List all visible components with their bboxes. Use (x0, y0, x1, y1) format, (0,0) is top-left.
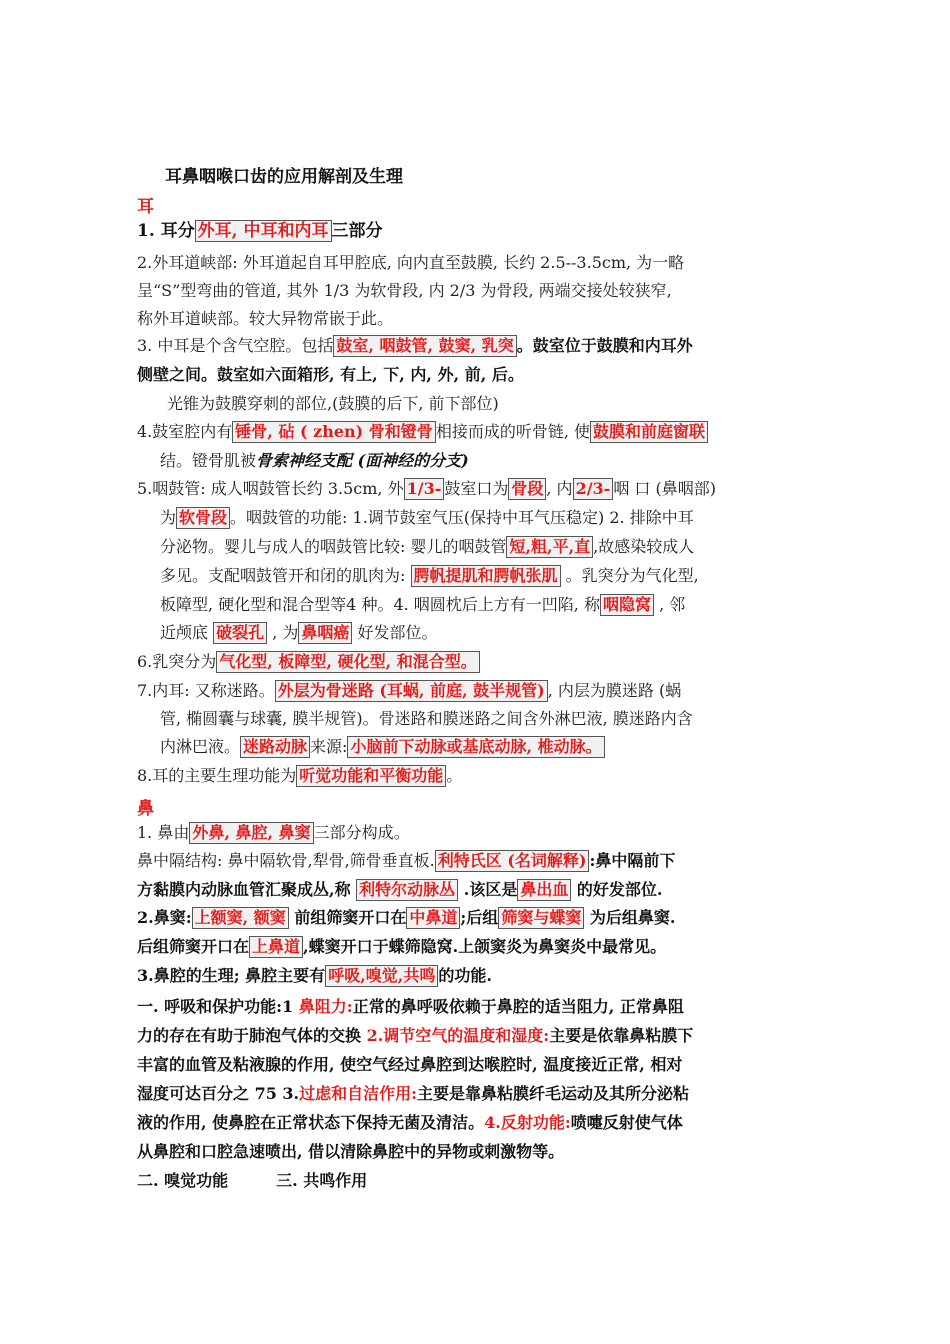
ear-line-2c: 称外耳道峡部。较大异物常嵌于此。 (137, 309, 394, 328)
ear-line-8 (137, 765, 462, 787)
nose-para-6: 从鼻腔和口腔急速喷出, 借以清除鼻腔中的异物或刺激物等。 (137, 1142, 565, 1161)
ear-line-5b (160, 507, 694, 529)
nose-line-1 (137, 822, 410, 844)
highlight-box: 鼻咽癌 (298, 622, 352, 644)
highlight-box: 锤骨, 砧 ( zhen) 骨和镫骨 (232, 421, 436, 443)
text: 主要是靠鼻粘膜纤毛运动及其所分泌粘 (417, 1084, 690, 1103)
text: 骨索神经支配 (面神经的分支) (256, 451, 469, 470)
highlight-box: 迷路动脉 (240, 736, 310, 758)
ear-line-7a (137, 680, 681, 702)
text: 三部分构成。 (313, 823, 410, 842)
text: :鼻中隔前下 (589, 851, 676, 870)
highlight-box: 外耳, 中耳和内耳 (195, 220, 332, 242)
highlight-box: 利特尔动脉丛 (356, 879, 458, 901)
text: ,蝶窦开口于蝶筛隐窝.上颌窦炎为鼻窦炎中最常见。 (303, 937, 667, 956)
text: 来源: (310, 737, 348, 756)
text: 6.乳突分为 (137, 652, 217, 671)
ear-line-2b: 呈“S”型弯曲的管道, 其外 1/3 为软骨段, 内 2/3 为骨段, 两端交接处较狭窄, (137, 281, 672, 300)
text: 多见。支配咽鼓管开和闭的肌肉为: (160, 566, 406, 585)
text: , 内层为膜迷路 (蜗 (547, 681, 682, 700)
text: 1. 鼻由 (137, 823, 190, 842)
text: 2.调节空气的温度和湿度: (366, 1026, 550, 1045)
text: 鼻阻力: (298, 997, 353, 1016)
ear-line-2a: 2.外耳道峡部: 外耳道起自耳甲腔底, 向内直至鼓膜, 长约 2.5--3.5cm, 为一略 (137, 253, 685, 272)
nose-para-1 (137, 996, 684, 1018)
text: 力的存在有助于肺泡气体的交换 (137, 1026, 367, 1045)
nose-para-4 (137, 1083, 689, 1105)
text: 为后组鼻窦. (589, 908, 676, 927)
text: 近颅底 (160, 623, 209, 642)
text: 主要是依靠鼻粘膜下 (549, 1026, 694, 1045)
highlight-box: 外鼻, 鼻腔, 鼻窦 (189, 822, 313, 844)
nose-line-4 (137, 965, 492, 987)
ear-line-4b (160, 450, 469, 472)
nose-heading: 鼻 (137, 799, 154, 819)
highlight-box: 鼻出血 (517, 879, 571, 901)
text: 二. 嗅觉功能 (137, 1171, 229, 1190)
highlight-box: 短,粗,平,直 (506, 536, 593, 558)
highlight-box: 利特氏区 (名词解释) (435, 850, 590, 872)
highlight-box: 1/3- (404, 478, 445, 500)
highlight-box: 上额窦, 额窦 (192, 907, 289, 929)
ear-line-3b: 侧壁之间。鼓室如六面箱形, 有上, 下, 内, 外, 前, 后。 (137, 365, 524, 384)
text: 。 (446, 766, 463, 785)
highlight-box: 腭帆提肌和腭帆张肌 (411, 565, 561, 587)
text: .该区是 (463, 880, 518, 899)
text: 前组筛窦开口在 (294, 908, 407, 927)
text: 4.鼓室腔内有 (137, 422, 233, 441)
highlight-box: 呼吸,嗅觉,共鸣 (325, 965, 438, 987)
text: 3.鼻腔的生理; 鼻腔主要有 (137, 966, 326, 985)
text: 5.咽鼓管: 成人咽鼓管长约 3.5cm, 外 (137, 479, 404, 498)
text: 正常的鼻呼吸依赖于鼻腔的适当阻力, 正常鼻阻 (352, 997, 684, 1016)
text: 3. 中耳是个含气空腔。包括 (137, 336, 334, 355)
text: 分泌物。婴儿与成人的咽鼓管比较: 婴儿的咽鼓管 (160, 537, 507, 556)
text: 1. 耳分 (137, 221, 195, 241)
text: 结。镫骨肌被 (160, 451, 257, 470)
ear-line-5f (160, 622, 438, 644)
text: 8.耳的主要生理功能为 (137, 766, 297, 785)
ear-line-3c: 光锥为鼓膜穿刺的部位,(鼓膜的后下, 前下部位) (167, 394, 499, 413)
nose-para-7 (137, 1170, 367, 1192)
highlight-box: 筛窦与蝶窦 (498, 907, 584, 929)
ear-line-5d (160, 565, 699, 587)
ear-heading: 耳 (137, 197, 154, 217)
text: 一. 呼吸和保护功能:1 (137, 997, 299, 1016)
text: 。乳突分为气化型, (565, 566, 699, 585)
highlight-box: 听觉功能和平衡功能 (296, 765, 446, 787)
nose-line-2a (137, 850, 675, 872)
highlight-box: 中鼻道 (406, 907, 460, 929)
nose-line-3a (137, 907, 675, 929)
page-title: 耳鼻咽喉口齿的应用解剖及生理 (165, 167, 403, 187)
nose-line-2b (137, 879, 663, 901)
highlight-box: 鼓室, 咽鼓管, 鼓窦, 乳突 (333, 335, 516, 357)
text: 。鼓室位于鼓膜和内耳外 (516, 336, 693, 355)
text: , 为 (272, 623, 299, 642)
text: ;后组 (460, 908, 499, 927)
text: 三部分 (331, 221, 383, 241)
text: 湿度可达百分之 75 3. (137, 1084, 300, 1103)
text: 鼓室口为 (444, 479, 509, 498)
text: ,故感染较成人 (593, 537, 695, 556)
ear-line-7c (160, 736, 605, 758)
highlight-box: 上鼻道 (249, 936, 303, 958)
nose-para-3: 丰富的血管及粘液腺的作用, 使空气经过鼻腔到达喉腔时, 温度接近正常, 相对 (137, 1055, 683, 1074)
text: 液的作用, 使鼻腔在正常状态下保持无菌及清洁。 (137, 1113, 485, 1132)
text: 7.内耳: 又称迷路。 (137, 681, 275, 700)
ear-line-5a (137, 478, 716, 500)
text: 过虑和自洁作用: (299, 1084, 418, 1103)
text: 。咽鼓管的功能: 1.调节鼓室气压(保持中耳气压稳定) 2. 排除中耳 (230, 508, 694, 527)
highlight-box: 外层为骨迷路 (耳蜗, 前庭, 鼓半规管) (275, 680, 548, 702)
highlight-box: 破裂孔 (213, 622, 267, 644)
text: 为 (160, 508, 177, 527)
text: 喷嚏反射使气体 (570, 1113, 683, 1132)
ear-line-5e (160, 594, 685, 616)
text: 4.反射功能: (484, 1113, 571, 1132)
highlight-box: 鼓膜和前庭窗联 (590, 421, 708, 443)
ear-line-4a (137, 421, 708, 443)
text: 2.鼻窦: (137, 908, 192, 927)
highlight-box: 软骨段 (176, 507, 230, 529)
highlight-box: 2/3- (573, 478, 614, 500)
ear-line-6 (137, 651, 480, 673)
text: 板障型, 硬化型和混合型等4 种。4. 咽圆枕后上方有一凹陷, 称 (160, 595, 600, 614)
text: 方黏膜内动脉血管汇聚成丛,称 (137, 880, 351, 899)
highlight-box: 小脑前下动脉或基底动脉, 椎动脉。 (347, 736, 604, 758)
ear-line-7b: 管, 椭圆囊与球囊, 膜半规管)。骨迷路和膜迷路之间含外淋巴液, 膜迷路内含 (160, 709, 693, 728)
ear-line-5c (160, 536, 694, 558)
text: , 内 (546, 479, 573, 498)
text: 好发部位。 (357, 623, 438, 642)
ear-line-1 (137, 220, 383, 242)
nose-para-2 (137, 1025, 693, 1047)
text: 鼻中隔结构: 鼻中隔软骨,犁骨,筛骨垂直板. (137, 851, 435, 870)
text: 的好发部位. (576, 880, 663, 899)
highlight-box: 骨段 (508, 478, 546, 500)
text: , 邻 (659, 595, 686, 614)
nose-para-5 (137, 1112, 683, 1134)
highlight-box: 咽隐窝 (600, 594, 654, 616)
text: 内淋巴液。 (160, 737, 241, 756)
highlight-box: 气化型, 板障型, 硬化型, 和混合型。 (216, 651, 479, 673)
text: 三. 共鸣作用 (276, 1171, 368, 1190)
text: 的功能. (438, 966, 492, 985)
text: 咽 口 (鼻咽部) (613, 479, 716, 498)
ear-line-3a (137, 335, 693, 357)
text: 后组筛窦开口在 (137, 937, 250, 956)
nose-line-3b (137, 936, 666, 958)
text: 相接而成的听骨链, 使 (435, 422, 590, 441)
